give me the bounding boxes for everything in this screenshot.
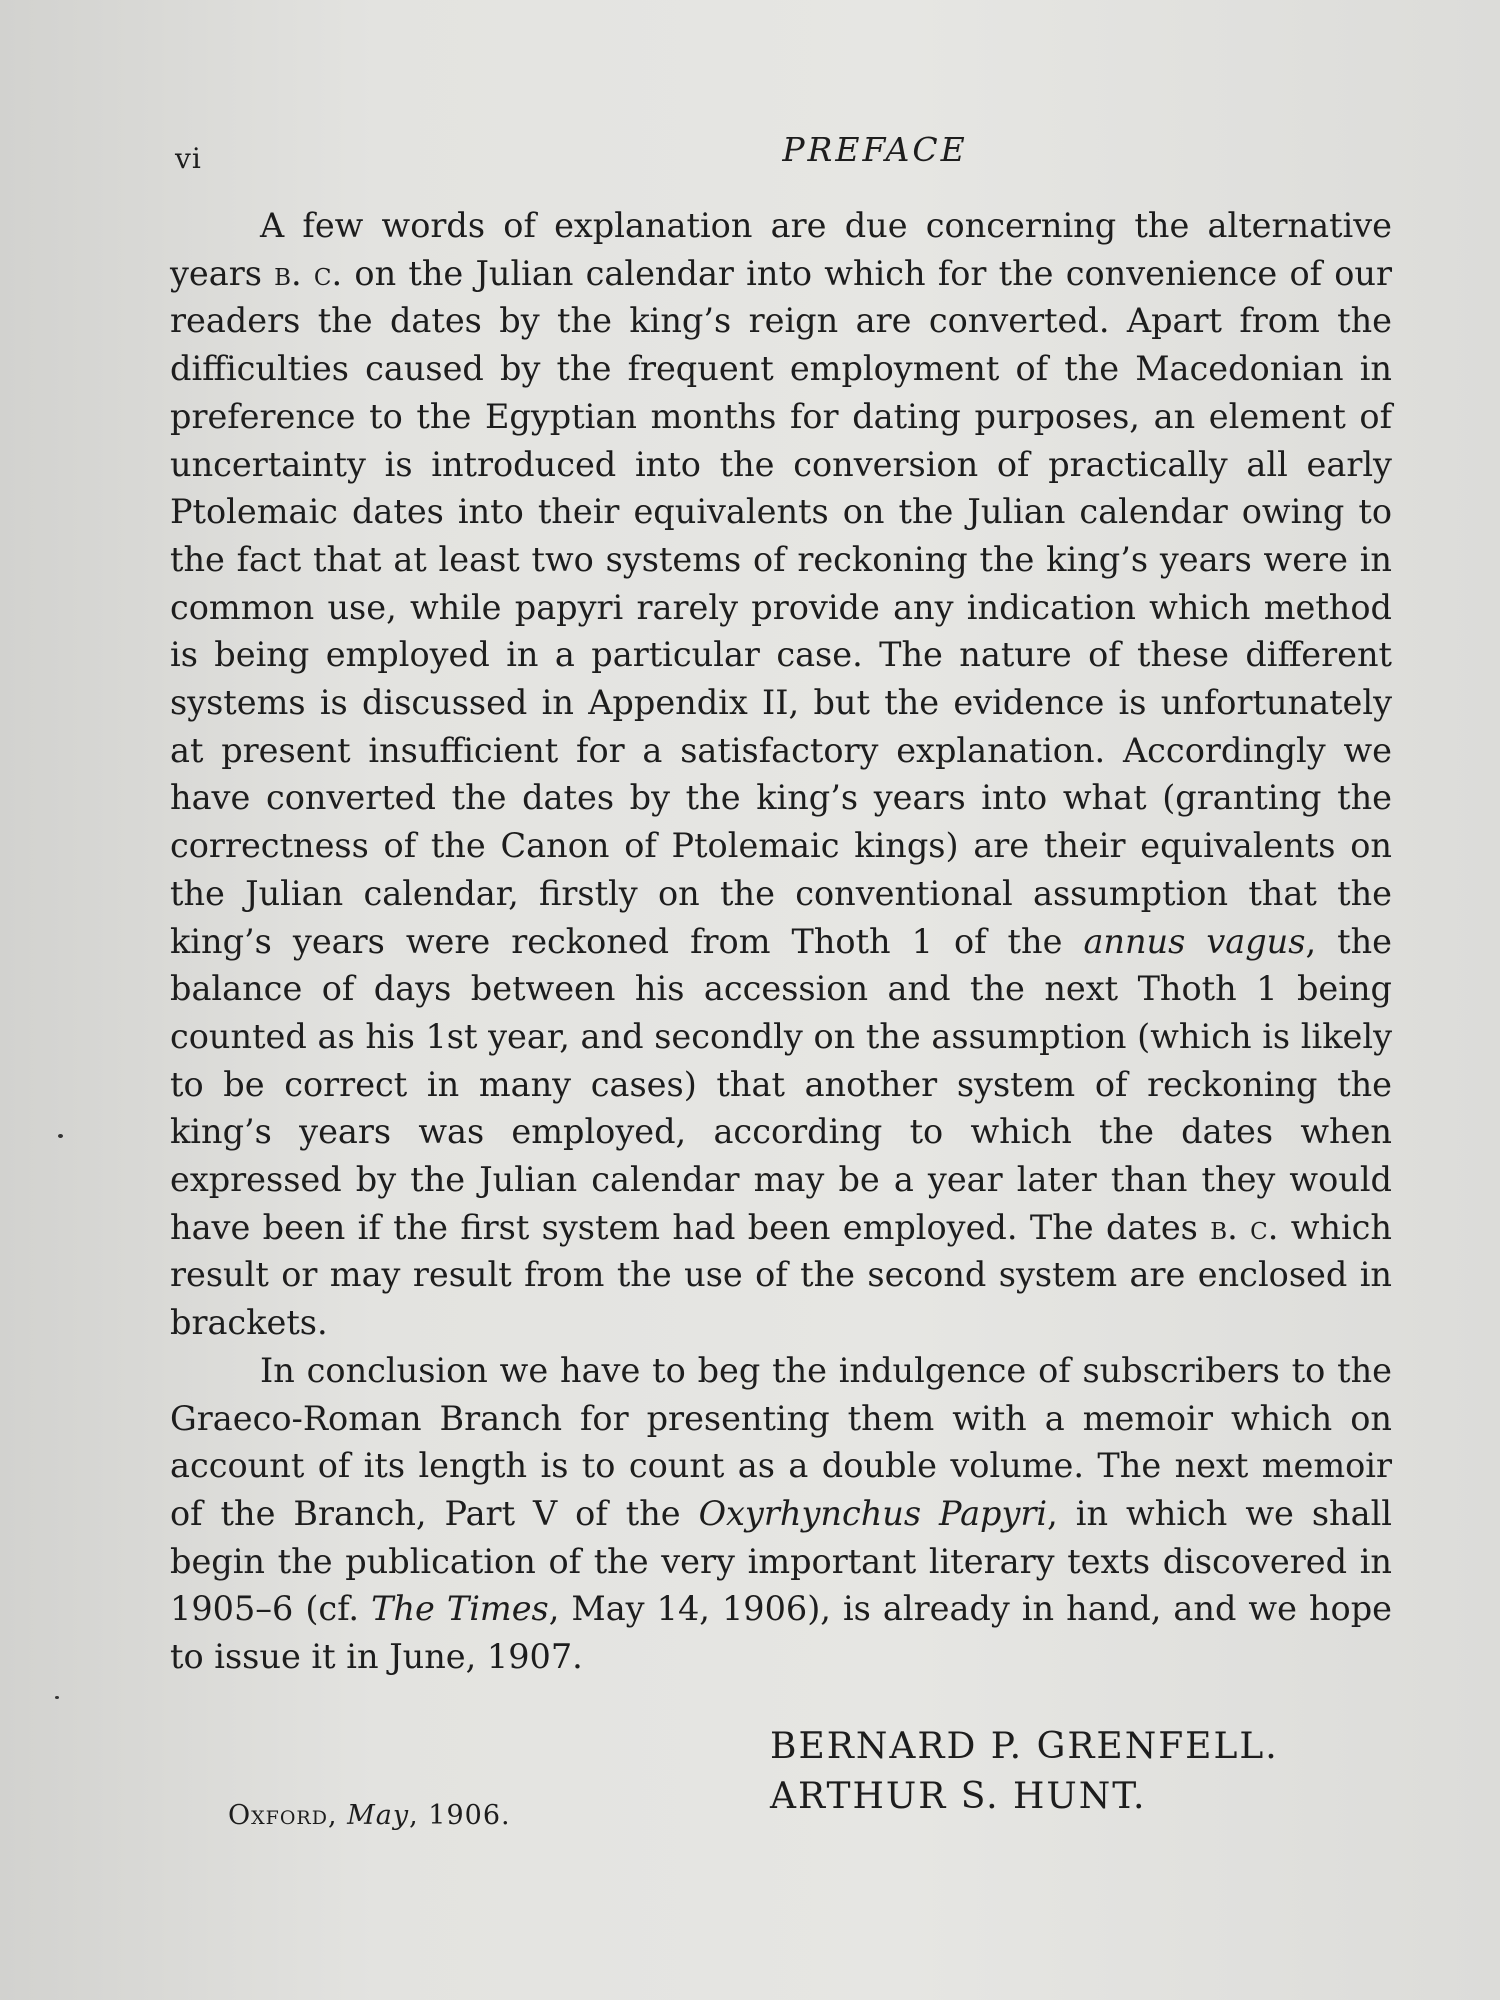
signature-grenfell: BERNARD P. GRENFELL. [770, 1726, 1279, 1767]
text-run: which result or may result from the use of the second system are enclosed in brackets. [170, 1207, 1393, 1343]
text-run: A few words of explanation are due concerning the alternative years [170, 206, 1392, 293]
text-run: In conclusion we have to beg the indulgence of subscribers to the Graeco-Roman Branch for presenting them with a memoir which on account of its length is to count as a double volume. The next memoir of the Branch, Part V of the [170, 1350, 1392, 1533]
page-number: vi [175, 142, 202, 175]
dateline-separator: , [327, 1800, 348, 1831]
oxyrhynchus-title: Oxyrhynchus Papyri [698, 1493, 1048, 1533]
dateline [228, 1800, 511, 1831]
running-title: PREFACE [782, 130, 968, 169]
paragraph-conclusion [170, 1347, 1392, 1681]
ink-speck [58, 1134, 63, 1138]
annus-vagus-term: annus vagus [1083, 921, 1306, 961]
preface-body [170, 202, 1392, 1681]
dateline-month: May [347, 1800, 410, 1831]
text-run: , May 14, 1906), is already in hand, and we hope to issue it in June, 1907. [170, 1589, 1392, 1677]
text-run: , the balance of days between his accession and the next Thoth 1 being counted as his 1st year, and secondly on the assumption (which is likely to be correct in many cases) that another system of reckoning the king’s years was employed, according to which the dates when expressed by the Julian calendar may be a year later than they would have been if the first system had been employed. The dates [170, 921, 1392, 1247]
bc-abbreviation: b. c. [1210, 1207, 1279, 1247]
paragraph-explanation [170, 202, 1392, 1347]
the-times-title: The Times [371, 1589, 549, 1629]
bc-abbreviation: b. c. [274, 253, 343, 293]
signature-block [770, 1722, 1279, 1822]
dateline-place: Oxford [228, 1800, 328, 1831]
ink-speck [55, 1696, 59, 1699]
text-run: on the Julian calendar into which for the convenience of our readers the dates by the king’s reign are converted. Apart from the difficulties caused by the frequent employment of the Macedonian in preference to the Egyptian months for dating purposes, an element of uncertainty is introduced into the conversion of practically all early Ptolemaic dates into their equivalents on the Julian calendar owing to the fact that at least two systems of reckoning the king’s years were in common use, while papyri rarely provide any indication which method is being employed in a particular case. The nature of these different systems is discussed in Appendix II, but the evidence is unfortunately at present insufficient for a satisfactory explanation. Accordingly we have converted the dates by the king’s years into what (granting the correctness of the Canon of Ptolemaic kings) are their equivalents on the Julian calendar, firstly on the conventional assumption that the king’s years were reckoned from Thoth 1 of the [170, 253, 1393, 961]
page-header [175, 130, 1395, 180]
dateline-year: , 1906. [409, 1800, 511, 1831]
signature-hunt: ARTHUR S. HUNT. [770, 1776, 1147, 1817]
text-run: , in which we shall begin the publication of the very important literary texts discovered in 1905–6 (cf. [170, 1493, 1392, 1629]
